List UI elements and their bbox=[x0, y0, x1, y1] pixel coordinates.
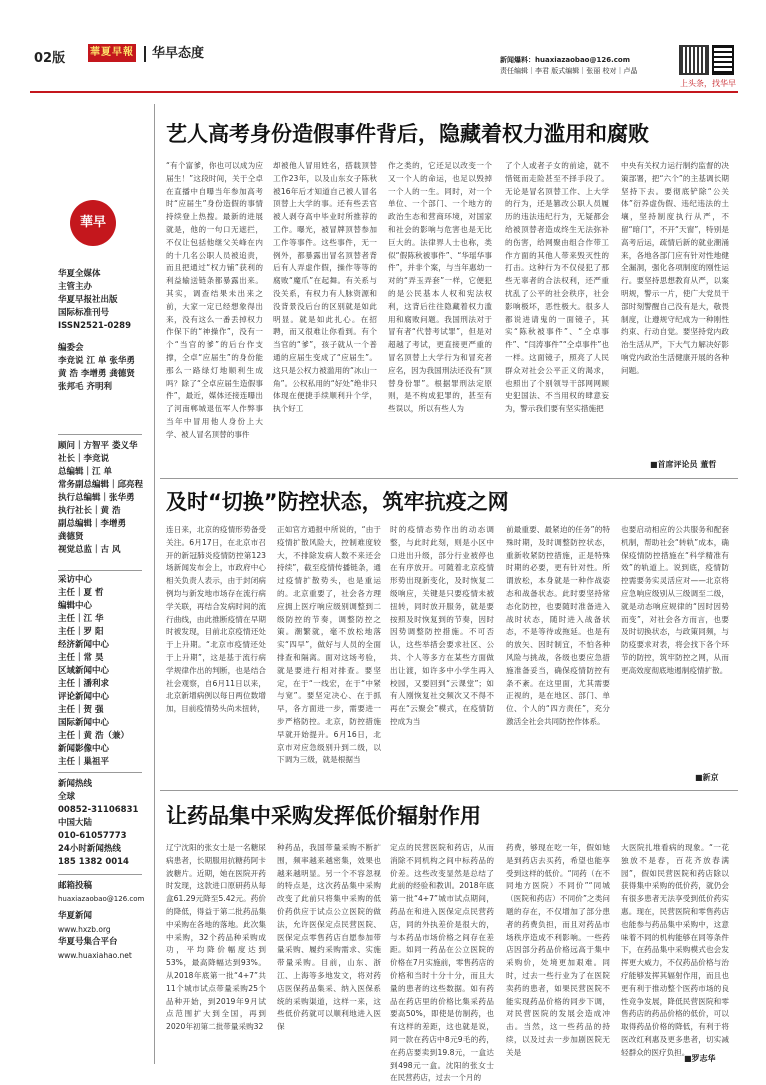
dept-line: 区域新闻中心 bbox=[58, 666, 110, 676]
article2-byline: ■新京 bbox=[695, 773, 719, 782]
sidebar-hotline bbox=[58, 778, 144, 869]
committee-names: 李竞说 江 单 张华勇 黄 浩 李增勇 龚德贤 张邦毛 齐明利 bbox=[58, 356, 135, 392]
dept-line: 采访中心 bbox=[58, 575, 93, 585]
hotline-line: 24小时新闻热线 bbox=[58, 844, 121, 854]
dept-line: 主任｜潘利求 bbox=[58, 679, 110, 689]
dept-line: 主任｜巢祖平 bbox=[58, 757, 110, 767]
staff-line: 龚德贤 bbox=[58, 532, 84, 542]
qr-code bbox=[679, 45, 709, 75]
dept-line: 主任｜黄 浩（兼） bbox=[58, 731, 129, 741]
article1-col: 了个人或者子女的前途，就不惜铤而走险甚至不择手段了。无论是冒名顶替工作、上大学的行为，还是篡改公职人员履历的违法违纪行为，无疑都会给被顶替者造成终生无法弥补的伤害，给网聚由组合作带工作方面的其他人带来毁灭性的打击。这种行为不仅侵犯了那些无辜者的合法权利，还严重扰乱了公平的社会秩序，社会影响极坏，恶性极大。很多人都说进请鬼的一面镜子，其实“陈秋被事件”、“仝卓事件”、“闫涛事件”“仝卓事件”也一样。这面镜子，照亮了人民群众对社会公平正义的渴求，也照出了个别领导干部网网顾史犯国法、不当用权的肆意妄为，警示我们要有坚实措施把 bbox=[505, 161, 609, 414]
article1-title: 艺人高考身份造假事件背后，隐藏着权力滥用和腐败 bbox=[166, 122, 649, 146]
web-line[interactable]: www.hxzb.org bbox=[58, 925, 111, 934]
dept-line: 国际新闻中心 bbox=[58, 718, 110, 728]
sidebar-committee bbox=[58, 342, 144, 394]
header-rule bbox=[30, 91, 738, 93]
qr-code-2 bbox=[712, 45, 734, 75]
org-line: ISSN2521-0289 bbox=[58, 321, 131, 331]
web-title: 华夏新闻 bbox=[58, 911, 93, 921]
web-line: 华夏号集合平台 bbox=[58, 937, 118, 947]
article2-col: 时的疫情态势作出的动态调整，与此时此刻，则是小区中口进出升级，部分行业被停也在有序放开。可随着北京疫情形势出现新变化，及时恢复二级响应，关键是只要疫情未被扭转，同时放开服务，就是要按照及时恢复到的节奏，因时因势调整防控措施。不可否认，这些举措会要求社区、公共、个人等多方在某些方面做出让渡，如许多中小学生再入校园，又要回到“云课堂”；如有人刚恢复社交频次又不得不再在“云聚会”模式，在疫情防控成为当 bbox=[390, 525, 494, 726]
article2-col: 前最重要、最紧迫的任务”的特殊时期，及时调整防控状态，重新收紧防控措施，正是特殊时期的必要，更有针对性。所谓放松，本身就是一种作战姿态和战备状态。此时要坚持常态化防控，也要随时准备进入战时状态，随时进入战备状态，不是等待或拖延。也是有的放矢、因时制宜，不怕各种风险与挑战，各级也要应急措施准备妥当，确保疫情防控有条不紊。在这里面，尤其需要正视的，是在地区、部门、单位、个人的“四方责任”，充分激活全社会共同防控作体系。 bbox=[506, 525, 610, 726]
hotline-line: 00852-31106831 bbox=[58, 805, 139, 815]
dept-line: 主任｜常 昊 bbox=[58, 653, 104, 663]
article3-col: 大医院扎堆看病的现象。“一花独放不是春，百花齐放春满园”，假如民营医院和药店除以获得集中采购的低价药，就仍会有很多患者无法享受到低价药实惠。现在，民营医院和零售药店也能参与药品集中采购中，这意味着不同的机构能够在同等条件下，在药品集中采购模式也会发挥更大威力，不仅药品价格与治疗能够发挥其辐射作用，而且也更有利于推动整个医药市场的良性竞争发展，降低民营医院和零售药店的药品价格的低价，可以取得药品价格的降低，有利于将医改红利惠及更多患者，切实减轻群众的医疗负担。 bbox=[621, 843, 729, 1057]
staff-line: 副总编辑｜李增勇 bbox=[58, 519, 127, 529]
staff-line: 视觉总监｜古 风 bbox=[58, 545, 121, 555]
hotline-line: 185 1382 0014 bbox=[58, 857, 129, 867]
article1-col: 作之类的，它还足以改变一个又一个人的命运，也足以毁掉一个人的一生。同时，对一个单位、一个部门、一个地方的政治生态和营商环境，对国家和社会的影响与危害也是无比巨大的。法律界人士也称，类似“假陈秋被事件”、“华瑶华事件”，并非个案，与当年惠幼一对的“弄玉弄套”一样，它便犯的是公民基本人权和宪法权利，这背后往往隐藏着权力滥用和腐败问题。我国刑法对于冒有者“代替考试罪”，但是对超越了考试，更直接更严重的冒名顶替上大学行为和冒充者应名，因为我国刑法还没有“顶替身份罪”。根据罪刑法定原则，是不构成犯罪的，甚至有些误以，所以有些人为 bbox=[388, 161, 492, 414]
org-line: 华夏早报社出版 bbox=[58, 295, 118, 305]
article3-byline: ■罗志华 bbox=[684, 1054, 716, 1063]
staff-line: 社长｜李竞说 bbox=[58, 454, 110, 464]
org-line: 国际标准刊号 bbox=[58, 308, 110, 318]
article3-title: 让药品集中采购发挥低价辐射作用 bbox=[166, 804, 481, 828]
staff-line: 顾问｜方智平 娄义华 bbox=[58, 441, 138, 451]
dept-line: 主任｜江 华 bbox=[58, 614, 104, 624]
hotline-line: 全球 bbox=[58, 792, 76, 802]
article1-col: 却被他人冒用姓名，搭载顶替工作23年，以及山东女子陈秋被16年后才知道自己被人冒名顶替上大学的事。还有些丢官被人剥夺高中毕业时所推荐的工作。曝光，被冒牌顶替参加工作等事件。这些事件，无一例外，都暴露出冒名顶替者背后有人弄虚作假，操作等等的腐败“魔爪”在起舞。有关系与没关系，有权力有人脉资源和没背景没后台的区别就是如此明显。就是如此扎心。在招聘，而又很难让你看到。有个当官的“爹”，孩子就从一个普通的应届生变成了“应届生”。这只是公权力被滥用的“冰山一角”。公权私用的“好处”绝非只体现在便捷手续顺利升个学，执个好工 bbox=[273, 161, 377, 414]
hotline-line: 中国大陆 bbox=[58, 818, 93, 828]
brand-logo: 華夏早報 bbox=[88, 44, 136, 62]
sidebar-depts bbox=[58, 574, 144, 769]
article2-col: 正如官方通报中所说的，“由于疫情扩散风险大，控制难度较大，不排除发病人数不来还会持续”，截至疫情传播链条，通过疫情扩散势头，也是重运的。北京重要了，社会各方理应拥上医疗响应级别调整到二级防控的节奏，调整防控之策。潮繁就，毫不放松地落实“四早”，做好与人员的全面排查和隔离。面对这场考验，就是要进行相对排查。要坚定，在于“一线宏，在于“中紧与宽”。要坚定决心、在于抓早，各方面进一步，需要进一步严格防控。北京，防控措施早就开始提升。6月16日，北京市对应急级别升到二级，以下调为三级，就是根据当 bbox=[277, 525, 381, 765]
hotline-title: 新闻热线 bbox=[58, 779, 93, 789]
article3-col: 定点的民营医院和药店，从而消除不同机构之间中标药品的价差。这些改变显然是总结了此前的经验和教训。2018年底第一批“4+7”城市试点期间，药品在和进入医保定点民营药店，同的外执差价是很大的，与本药品市场价格之间存在差距。如同一药品在公立医院的价格在7月实施前，零售药店的价格和当时十分十分，而且大量的患者的这些数据。如有药品在药店里的价格比集采药品要高50%，即使是仿制药，也有这样的差距，这也就是说，同一款在药店中8元9毛的药，在药店要卖到19.8元，一盒达到498元一盒。沈阳的张女士在民营药店，过去一个月的 bbox=[390, 843, 494, 1083]
dept-line: 编辑中心 bbox=[58, 601, 93, 611]
org-line: 主管主办 bbox=[58, 282, 93, 292]
staff-line: 常务副总编辑｜邱亮程 bbox=[58, 480, 144, 490]
email-title: 邮箱投稿 bbox=[58, 881, 93, 891]
web-line[interactable]: www.huaxiahao.net bbox=[58, 951, 132, 960]
sidebar-email bbox=[58, 880, 148, 906]
sidebar-org bbox=[58, 268, 150, 333]
article1-byline: ■首席评论员 董哲 bbox=[650, 460, 717, 469]
dept-line: 主任｜贺 强 bbox=[58, 705, 104, 715]
sidebar-web bbox=[58, 910, 148, 962]
dept-line: 主任｜夏 哲 bbox=[58, 588, 104, 598]
hotline-line: 010-61057773 bbox=[58, 831, 127, 841]
article1-col: 中央有关权力运行制约监督的决策部署，把“六个”的主基调长期坚持下去。要彻底铲除“公关体”衍养虚伪假、违纪违法的土壤，坚持制度执行从严，不留“暗门”，不开“天窗”，特别是高考后运，疏情后新的就业潮涌来，各地各部门应有针对性地健全漏洞，强化各项制度的刚性运行。要坚持思想教育从严，以案明规，警示一片，使广大党员干部时刻警醒自己没有是大，敬畏制度，让遵规守纪成为一种刚性约束、行动自觉。要坚持党内政治生活从严，下大气力解决好影响党内政治生活健康开展的各种问题。 bbox=[621, 161, 729, 375]
slogan: 上头条，找华早 bbox=[680, 79, 736, 88]
article3-col: 辽宁沈阳的张女士是一名糖尿病患者，长期服用抗糖药阿卡波糖片。近期，她在医院开药时发现，这款进口原研药从每盒61.29元降至5.42元。药价的降低，得益于第二批药品集中采购在各地的落地。此次集中采购，32个药品种采购成功，平均降价幅度达到53%，最高降幅达到93%。从2018年底第一批“4+7”共11个城市试点带量采购25个品种开始，到2019年9月试点范围扩大到全国，再到2020年初第二批带量采购32 bbox=[166, 843, 266, 1032]
article3-col: 药费，够现在吃一年，假如她是到药店去买药，希望也能享受到这样的低价。“同药（在不同地方医院）不同价”“同城（医院和药店）不同价”之类问题的存在，不仅增加了部分患者的药费负担，而且对药品市场秩序造成不利影响。一些药店因部分药品价格远高于集中采购价，处境更加艰难。同时，过去一些行业为了在医院卖药的患者，如果民营医院不能实现药品价格的同步下调，对民营医院的发展会造成冲击。当然，这一些药品的持续，以及过去一步加剧医院无关是 bbox=[506, 843, 610, 1057]
email-address[interactable]: huaxiazaobao@126.com bbox=[58, 895, 145, 903]
dept-line: 主任｜罗 阳 bbox=[58, 627, 104, 637]
article2-col: 连日来，北京的疫情形势备受关注。6月17日，在北京市召开的新冠肺炎疫情防控第123场新闻发布会上，市政府中心相关负责人表示，由于封闭病例均与新发地市场存在流行病学关联，再结合发病时间的流行曲线，由此推断疫情在早期时被发现，目前北京疫情还处于上升期。“北京市疫情还处于上升期”，这是基于流行病学规律作出的判断，也是结合社会观察，自6月11日以来，北京新增病例以每日两位数增加，目前疫情势头尚未扭转， bbox=[166, 525, 266, 714]
news-hotline: 新闻爆料：huaxiazaobao@126.com bbox=[500, 56, 631, 64]
editor-credits: 责任编辑｜李君 版式编辑｜张丽 校对｜卢晶 bbox=[500, 67, 638, 75]
sidebar-logo: 華早 bbox=[70, 200, 116, 246]
dept-line: 经济新闻中心 bbox=[58, 640, 110, 650]
article3-col: 种药品，我国带量采购不断扩围，频率越来越密集，效果也越来越明显。另一个不容忽视的特点是，这次药品集中采购改变了此前只将集中采购的低价药供应于试点公立医院的做法，允许医保定点民营医院、医保定点零售药店自愿参加带量采购、履约采购需求、实施带量采购。目前，山东、浙江、上海等多地发文，将对药店医保药品集采、纳入医保系统的采购渠道，这样一来，这些低价药就可以顺利地进入医保 bbox=[277, 843, 381, 1032]
article2-title: 及时“切换”防控状态，筑牢抗疫之网 bbox=[166, 490, 509, 514]
article1-col: “有个富爹，你也可以成为应届生！”这段时间，关于仝卓在直播中自曝当年参加高考时“应届生”身份造假的事情持续登上热搜。最新的进展就是，他的一句口无遮拦，不仅让包括他继父关峰在内的十几名公职人员被追责，而且把通过“权力铺”获利的利益输送链条都暴露出来。其实，调查结果未出来之前，大家一定已经想象得出来，没有这么一番丢掉权力作保下的“神操作”，没有一个“当官的爹”的后台作支撑，仝卓“应届生”的身份能那么一路绿灯地顺利生成吗？除了“仝卓应届生造假事件”，最近，媒体还接连曝出了河南郸城退伍军人作弊事当年中冒用他人身份上大学、被人冒名顶替的事件 bbox=[166, 161, 263, 439]
staff-line: 总编辑｜江 单 bbox=[58, 467, 112, 477]
page-number: 02版 bbox=[34, 51, 66, 66]
staff-line: 执行社长｜黄 浩 bbox=[58, 506, 121, 516]
committee-title: 编委会 bbox=[58, 343, 84, 353]
article2-col: 也要启动相应的公共服务和配套机制，帮助社会“转轨”成本，确保疫情防控措施在“科学精准有效”的轨道上。说到底，疫情防控需要务实灵活应对——北京将应急响应级别从三级调至二级，就是动态响应规律的“因时因势而变”，对社会各方而言，也要及时切换状态，与政策同频，与防疫要求对表，将会找下各个环节的防控，筑牢防控之网，从而更高效度彻底地遏制疫情扩散。 bbox=[621, 525, 729, 675]
org-line: 华夏全媒体 bbox=[58, 269, 101, 279]
dept-line: 评论新闻中心 bbox=[58, 692, 110, 702]
dept-line: 新闻影像中心 bbox=[58, 744, 110, 754]
sidebar-staff bbox=[58, 440, 144, 557]
section-title: 华早态度 bbox=[144, 46, 204, 62]
staff-line: 执行总编辑｜张华勇 bbox=[58, 493, 135, 503]
